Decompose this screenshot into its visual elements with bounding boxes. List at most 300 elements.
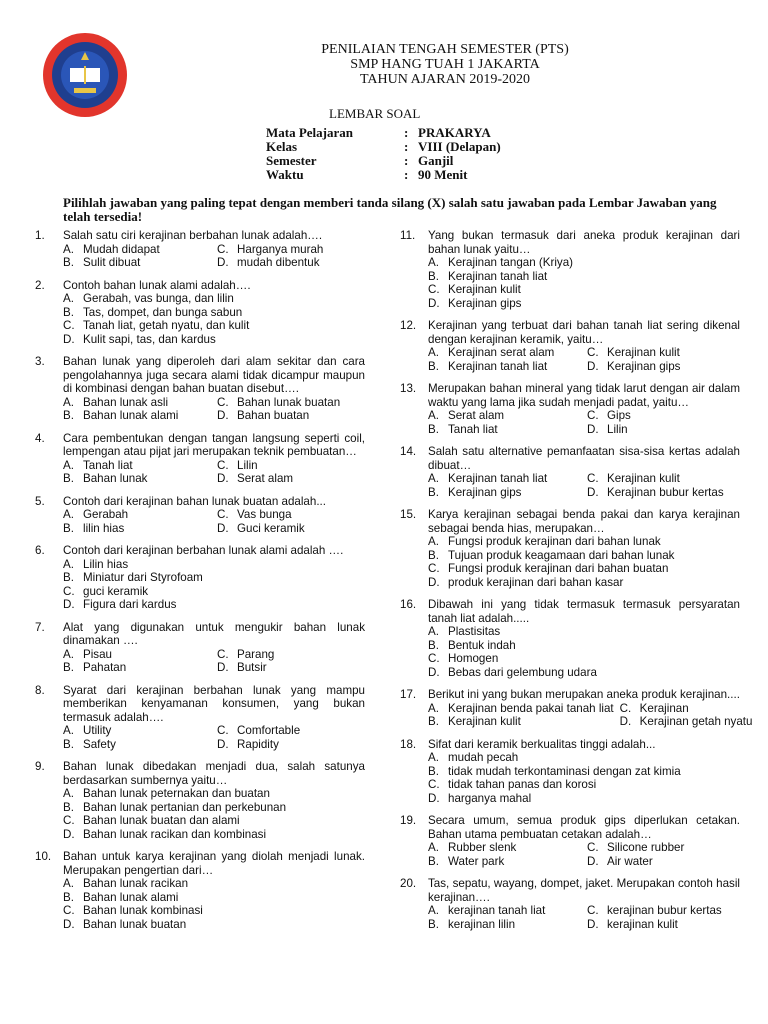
option-letter: B. [63,737,74,751]
answer-option [63,306,365,320]
answer-option [63,409,211,423]
option-letter: C. [428,283,440,296]
option-letter: C. [63,814,75,827]
option-text: Tanah liat [448,422,498,436]
option-text: Kerajinan tangan (Kriya) [448,256,574,269]
option-letter: A. [428,841,439,854]
option-letter: C. [217,508,229,521]
answer-options [63,243,365,270]
option-letter: A. [63,458,74,472]
answer-option [428,549,740,563]
answer-options [428,409,740,436]
option-text: Rapidity [237,737,279,751]
header-title: PENILAIAN TENGAH SEMESTER (PTS) [321,42,569,57]
option-letter: D. [428,296,440,310]
answer-option [217,396,365,410]
option-text: Kerajinan getah nyatu [639,715,753,728]
exam-info [266,126,501,182]
answer-option [428,576,740,590]
option-text: Bahan lunak racikan [83,877,189,890]
question-item [35,432,365,486]
question-number: 7. [35,620,45,634]
answer-option [63,918,365,932]
option-letter: D. [619,715,632,728]
question-item [35,229,365,270]
option-letter: C. [619,701,632,715]
option-letter: A. [428,256,439,269]
option-text: Water park [448,854,505,868]
answer-option [63,292,365,306]
option-text: Tanah liat, getah nyatu, dan kulit [83,319,250,332]
option-text: Serat alam [448,409,505,422]
answer-option [428,562,740,576]
option-text: Kerajinan gips [448,485,522,499]
option-text: Rubber slenk [448,841,517,854]
option-text: Harganya murah [237,242,324,256]
option-letter: D. [217,472,229,485]
answer-option [63,904,365,918]
option-text: mudah dibentuk [237,256,320,269]
option-letter: A. [428,346,439,359]
answer-option [620,702,753,716]
answer-option [587,918,740,932]
option-letter: D. [63,598,75,611]
answer-options [428,904,740,931]
option-text: Kulit sapi, tas, dan kardus [83,332,216,346]
option-letter: D. [587,485,599,499]
answer-option [428,765,740,779]
option-text: harganya mahal [448,791,532,805]
answer-option [63,508,211,522]
answer-options [63,787,365,841]
option-letter: B. [428,485,439,499]
option-text: Kerajinan gips [607,359,681,373]
answer-options [428,472,740,499]
answer-option [63,319,365,333]
answer-option [428,256,740,270]
answer-option [217,661,365,675]
option-letter: A. [63,292,74,305]
info-key: Semester [266,153,317,168]
option-letter: D. [587,917,599,931]
info-value: PRAKARYA [418,125,491,140]
option-text: Bahan lunak peternakan dan buatan [83,787,270,800]
answer-option [428,855,581,869]
option-text: Bentuk indah [448,638,516,652]
option-text: Kerajinan kulit [448,715,521,728]
question-item [400,688,753,729]
question-text: Merupakan bahan mineral yang tidak larut dengan air dalam waktu yang lama jika sudah menjadi padat, yaitu… [428,382,740,409]
info-value: VIII (Delapan) [418,139,501,154]
option-letter: A. [428,701,439,715]
answer-option [428,423,581,437]
option-letter: D. [217,737,229,751]
option-text: Gerabah [83,508,129,521]
answer-option [63,814,365,828]
question-item [400,598,740,679]
answer-option [63,459,211,473]
question-number: 17. [400,688,417,701]
question-number: 13. [400,382,417,395]
option-text: Pisau [83,647,113,661]
question-item [35,279,365,347]
option-letter: A. [63,647,74,661]
question-item [400,508,740,589]
question-number: 10. [35,850,52,863]
answer-option [63,724,211,738]
question-item [35,495,365,536]
question-text: Cara pembentukan dengan tangan langsung seperti coil, lempengan atau pijat jari merupakan teknik pembuatan… [63,431,365,458]
option-text: Fungsi produk kerajinan dari bahan buatan [448,562,669,575]
answer-options [428,256,740,310]
option-text: Bahan lunak buatan dan alami [83,814,240,827]
info-value: Ganjil [418,153,454,168]
option-letter: D. [428,665,440,679]
question-text: Sifat dari keramik berkualitas tinggi adalah... [428,737,656,751]
answer-options [63,292,365,346]
option-letter: B. [428,917,439,931]
option-letter: A. [63,242,74,256]
answer-option [217,648,365,662]
question-number: 6. [35,544,45,557]
option-letter: B. [428,359,439,373]
question-text: Karya kerajinan sebagai benda pakai dan karya kerajinan sebagai benda hias, merupakan… [428,508,740,535]
option-letter: B. [63,256,74,269]
question-item [400,319,740,373]
answer-option [63,472,211,486]
option-text: Lilin [607,422,628,436]
school-logo [40,30,130,120]
answer-option [587,423,740,437]
question-item [400,229,740,310]
option-letter: B. [63,571,74,584]
lembar-soal-label: LEMBAR SOAL [329,106,421,121]
question-number: 8. [35,683,45,697]
question-item [35,684,365,752]
option-text: kerajinan kulit [607,917,678,931]
answer-option [428,639,740,653]
answer-option [428,652,740,666]
info-row [266,168,501,182]
option-letter: A. [428,751,439,764]
question-item [400,877,740,931]
option-letter: C. [63,584,75,598]
option-letter: A. [428,472,439,485]
answer-option [63,522,211,536]
answer-option [63,828,365,842]
option-text: Butsir [237,661,267,674]
option-letter: B. [63,521,74,535]
question-text: Contoh bahan lunak alami adalah…. [63,278,251,292]
option-text: Bahan lunak alami [83,890,179,904]
info-key: Mata Pelajaran [266,125,354,140]
answer-option [428,715,614,729]
option-text: Kerajinan benda pakai tanah liat [448,701,614,715]
question-text: Contoh dari kerajinan berbahan lunak alami adalah …. [63,544,344,557]
answer-options [63,877,365,931]
option-letter: A. [63,557,74,571]
info-colon: : [404,139,409,154]
question-item [400,738,740,806]
option-letter: B. [428,548,439,562]
question-text: Kerajinan yang terbuat dari bahan tanah liat sering dikenal dengan kerajinan keramik, yaitu… [428,319,740,346]
option-letter: B. [63,409,74,422]
option-text: Kerajinan kulit [607,346,680,359]
option-letter: B. [63,472,74,485]
question-text: Bahan lunak yang diperoleh dari alam sekitar dan cara pengolahannya juga secara alami tidak dicampur maupun di kombinasi dengan bahan buatan disebut…. [63,355,365,395]
questions-right-column [400,229,753,940]
answer-option [428,841,581,855]
option-letter: A. [428,904,439,917]
option-letter: C. [217,458,229,472]
answer-options [428,625,740,679]
answer-option [428,751,740,765]
info-value: 90 Menit [418,167,468,182]
answer-option [428,904,581,918]
option-text: tidak tahan panas dan korosi [448,778,597,791]
info-row [266,140,501,154]
answer-option [217,522,365,536]
answer-option [63,256,211,270]
answer-option [428,472,581,486]
question-item [400,814,740,868]
option-text: Serat alam [237,472,294,485]
question-number: 5. [35,494,45,508]
answer-options [63,396,365,423]
option-letter: B. [63,800,74,814]
option-letter: A. [428,625,439,638]
option-letter: D. [63,827,75,841]
option-text: Bahan lunak alami [83,409,179,422]
answer-options [63,558,365,612]
option-text: Kerajinan [639,701,689,715]
option-letter: C. [63,904,75,917]
answer-option [217,472,365,486]
answer-option [587,360,740,374]
answer-option [587,486,740,500]
option-text: Comfortable [237,724,301,737]
option-text: kerajinan bubur kertas [607,904,722,917]
option-letter: B. [428,715,439,728]
answer-option [587,841,740,855]
answer-options [63,508,365,535]
option-text: Tanah liat [83,458,133,472]
question-item [35,760,365,841]
option-letter: D. [428,791,440,805]
answer-options [428,701,753,729]
info-key: Kelas [266,139,298,154]
question-item [35,850,365,931]
answer-option [63,877,365,891]
question-text: Berikut ini yang bukan merupakan aneka produk kerajinan.... [428,688,740,701]
option-text: guci keramik [83,584,149,598]
option-text: Gips [607,409,631,422]
question-text: Yang bukan termasuk dari aneka produk kerajinan dari bahan lunak yaitu… [428,229,740,256]
question-text: Bahan lunak dibedakan menjadi dua, salah satunya berdasarkan sumbernya yaitu… [63,760,365,787]
option-text: Silicone rubber [607,841,685,854]
exam-header [180,42,710,87]
option-letter: D. [587,854,599,868]
answer-option [428,918,581,932]
option-text: Tas, dompet, dan bunga sabun [83,305,243,319]
option-text: Bahan lunak [83,472,148,485]
option-letter: D. [428,575,440,589]
option-text: kerajinan lilin [448,917,516,931]
answer-option [428,702,614,716]
option-letter: B. [428,638,439,652]
answer-option [63,787,365,801]
option-letter: C. [428,652,440,665]
option-letter: C. [428,562,440,575]
info-row [266,154,501,168]
option-text: produk kerajinan dari bahan kasar [448,575,624,589]
option-text: Vas bunga [237,508,292,521]
option-text: Pahatan [83,661,127,674]
question-text: Tas, sepatu, wayang, dompet, jaket. Merupakan contoh hasil kerajinan…. [428,877,740,904]
option-text: kerajinan tanah liat [448,904,546,917]
option-letter: D. [587,422,599,436]
info-row [266,126,501,140]
answer-option [63,558,365,572]
option-letter: A. [63,724,74,737]
question-number: 1. [35,229,45,242]
answer-options [63,648,365,675]
answer-option [217,738,365,752]
answer-option [217,508,365,522]
option-text: Bahan buatan [237,409,310,422]
option-text: Plastisitas [448,625,501,638]
option-text: lilin hias [83,521,125,535]
answer-option [217,459,365,473]
answer-option [428,409,581,423]
info-key: Waktu [266,167,304,182]
answer-option [217,724,365,738]
question-number: 12. [400,319,417,332]
option-letter: D. [587,359,599,373]
option-text: Guci keramik [237,521,305,535]
answer-option [428,535,740,549]
answer-option [428,360,581,374]
option-text: Kerajinan kulit [607,472,680,485]
option-text: Air water [607,854,653,868]
question-number: 2. [35,278,45,292]
option-letter: C. [587,409,599,422]
answer-option [63,243,211,257]
question-text: Salah satu alternative pemanfaatan sisa-sisa kertas adalah dibuat… [428,445,740,472]
answer-option [63,648,211,662]
option-text: Utility [83,724,112,737]
instructions: Pilihlah jawaban yang paling tepat dengan memberi tanda silang (X) salah satu jawaban pada Lembar Jawaban yang telah tersedia! [63,195,717,224]
answer-options [428,346,740,373]
option-text: tidak mudah terkontaminasi dengan zat kimia [448,764,681,778]
question-text: Alat yang digunakan untuk mengukir bahan lunak dinamakan …. [63,620,365,647]
answer-options [428,535,740,589]
question-item [400,382,740,436]
option-letter: C. [587,841,599,854]
answer-option [428,778,740,792]
answer-option [587,904,740,918]
option-letter: C. [587,904,599,917]
questions-left-column [35,229,365,940]
header-school: SMP HANG TUAH 1 JAKARTA [350,57,540,72]
question-item [35,621,365,675]
answer-option [428,792,740,806]
option-letter: A. [63,877,74,890]
answer-option [428,283,740,297]
question-number: 3. [35,355,45,368]
option-text: Bahan lunak kombinasi [83,904,203,917]
option-text: Sulit dibuat [83,256,141,269]
option-letter: B. [63,661,74,674]
option-text: Kerajinan bubur kertas [607,485,724,499]
answer-option [587,409,740,423]
option-letter: B. [428,422,439,436]
question-number: 20. [400,877,417,890]
option-letter: C. [217,647,229,661]
answer-option [428,270,740,284]
option-text: Kerajinan tanah liat [448,269,548,283]
option-text: Gerabah, vas bunga, dan lilin [83,292,234,305]
option-letter: D. [63,332,75,346]
option-letter: B. [428,269,439,283]
answer-option [63,661,211,675]
option-text: Kerajinan serat alam [448,346,555,359]
answer-option [63,891,365,905]
option-text: Miniatur dari Styrofoam [83,571,203,584]
answer-option [63,598,365,612]
question-number: 16. [400,598,417,611]
option-letter: C. [428,778,440,791]
option-letter: C. [587,346,599,359]
question-text: Salah satu ciri kerajinan berbahan lunak adalah…. [63,229,323,242]
option-text: Kerajinan gips [448,296,522,310]
answer-option [217,243,365,257]
answer-option [63,738,211,752]
option-text: Figura dari kardus [83,598,177,611]
answer-option [587,346,740,360]
option-text: Mudah didapat [83,242,160,256]
option-letter: A. [63,395,74,409]
option-text: Lilin [237,458,258,472]
option-letter: D. [63,917,75,931]
option-letter: C. [217,724,229,737]
answer-option [217,409,365,423]
answer-option [63,396,211,410]
question-number: 9. [35,760,45,773]
answer-options [63,724,365,751]
option-letter: D. [217,409,229,422]
option-text: Safety [83,737,116,751]
option-text: Bahan lunak buatan [237,395,341,409]
option-text: Kerajinan tanah liat [448,359,548,373]
answer-option [63,333,365,347]
question-text: Dibawah ini yang tidak termasuk termasuk persyaratan tanah liat adalah..... [428,598,740,625]
option-letter: A. [428,535,439,548]
answer-option [428,297,740,311]
option-text: Tujuan produk keagamaan dari bahan lunak [448,548,675,562]
option-text: Kerajinan tanah liat [448,472,548,485]
question-number: 11. [400,229,416,242]
answer-options [428,751,740,805]
option-text: Bahan lunak buatan [83,917,187,931]
answer-option [63,801,365,815]
info-colon: : [404,167,409,182]
option-letter: B. [428,854,439,868]
answer-option [63,571,365,585]
header-year: TAHUN AJARAN 2019-2020 [360,72,530,87]
question-text: Contoh dari kerajinan bahan lunak buatan adalah... [63,494,326,508]
question-number: 19. [400,814,417,827]
